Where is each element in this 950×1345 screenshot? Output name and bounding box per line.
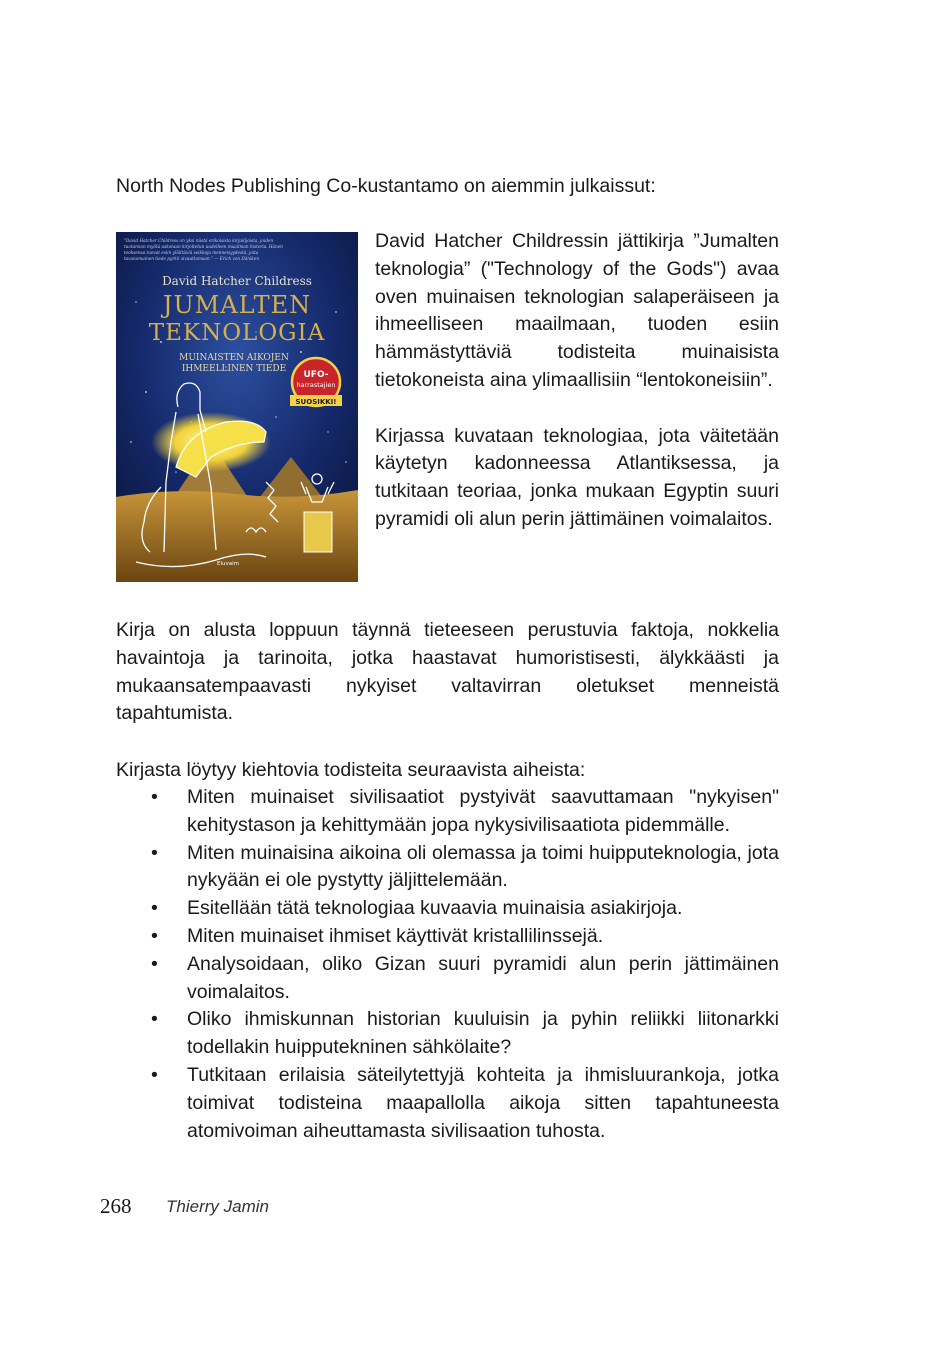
cover-publisher: Eluvaim xyxy=(217,561,239,567)
cover-title-line2: TEKNOLOGIA xyxy=(148,320,326,346)
cover-subtitle-line2: IHMEELLINEN TIEDE xyxy=(181,364,287,374)
list-intro: Kirjasta löytyy kiehtovia todisteita seuraavista aiheista: xyxy=(116,759,586,781)
cover-subtitle-line1: MUINAISTEN AIKOJEN xyxy=(179,353,289,363)
running-footer-author: Thierry Jamin xyxy=(166,1197,269,1216)
list-item: • Analysoidaan, oliko Gizan suuri pyramidi alun perin jättimäinen voimalaitos. xyxy=(151,952,779,1003)
list-item: • Esitellään tätä teknologiaa kuvaavia muinaisia asiakirjoja. xyxy=(116,895,779,923)
bullet-icon: • xyxy=(151,1008,158,1031)
intro-heading: North Nodes Publishing Co-kustantamo on aiemmin julkaissut: xyxy=(116,175,656,197)
list-item: • Oliko ihmiskunnan historian kuuluisin ja pyhin reliikki liitonarkki todellakin huipputekninen sähkölaite? xyxy=(151,1008,779,1059)
list-item: • Miten muinaiset sivilisaatiot pystyivät saavuttamaan "nykyisen" kehitystason ja kehittymään jopa nykysivilisaatiota pidemmälle. xyxy=(151,786,779,836)
svg-text:tuotannon myötä uskotaan kirjo: tuotannon myötä uskotaan kirjoitetun uudelleen maailman historia. Hänen xyxy=(124,244,283,249)
list-item: • Miten muinaiset ihmiset käyttivät kristallilinssejä. xyxy=(116,923,779,951)
cover-author: David Hatcher Childress xyxy=(162,274,312,288)
cover-badge xyxy=(290,358,342,406)
bullet-icon: • xyxy=(151,952,158,975)
svg-text:tavanomainen tiede pyrkii sivu: tavanomainen tiede pyrkii sivuuttamaan." — Erich von Däniken xyxy=(124,256,260,261)
bullet-icon: • xyxy=(151,1063,158,1086)
badge-line1: UFO- xyxy=(303,370,329,380)
badge-line3: SUOSIKKI! xyxy=(295,398,337,406)
cover-title-line1: JUMALTEN xyxy=(162,291,312,319)
topic-list xyxy=(116,784,779,1145)
description-paragraph: Kirjassa kuvataan teknologiaa, jota väitetään käytetyn kadonneessa Atlantiksessa, ja tutkitaan teoriaa, jonka mukaan Egyptin suuri pyramidi oli alun perin jättimäinen voimalaitos. xyxy=(375,424,779,530)
bullet-icon: • xyxy=(151,786,158,808)
svg-text:teoksensa tuovat esiin yllättä: teoksensa tuovat esiin yllättäviä seikkoja menneisyydestä, joita xyxy=(124,250,259,255)
description-paragraph: David Hatcher Childressin jättikirja ”Jumalten teknologia” ("Technology of the Gods") avaa oven muinaisen teknologian salaperäiseen ja ihmeelliseen maailmaan, tuoden esiin hämmästyttäviä todisteita muinaisista tietokoneista aina ylimaallisiin “lentokoneisiin”. xyxy=(375,230,779,391)
badge-line2: harrastajien xyxy=(296,381,336,389)
body-paragraph: Kirja on alusta loppuun täynnä tieteeseen perustuvia faktoja, nokkelia havaintoja ja tarinoita, jotka haastavat humoristisesti, älykkäästi ja mukaansatempaavasti nykyiset valtavirran oletukset menneistä tapahtumista. xyxy=(116,619,779,725)
bullet-icon: • xyxy=(151,924,158,947)
book-cover-image xyxy=(116,232,358,582)
page-number: 268 xyxy=(100,1194,132,1218)
svg-text:"David Hatcher Childress on yk: "David Hatcher Childress on yksi niistä erikoisista kirjailijoista, joiden xyxy=(124,238,274,243)
bullet-icon: • xyxy=(151,897,158,920)
bullet-icon: • xyxy=(151,841,158,864)
book-description xyxy=(375,228,779,534)
list-item: • Tutkitaan erilaisia säteilytettyjä kohteita ja ihmisluurankoja, jotka toimivat todisteina maapallolla aikoja sitten tapahtuneesta atomivoiman aiheuttamasta sivilisaation tuhosta. xyxy=(151,1063,779,1142)
list-item: • Miten muinaisina aikoina oli olemassa ja toimi huipputeknologia, jota nykyään ei ole pystytty jäljittelemään. xyxy=(151,841,779,892)
